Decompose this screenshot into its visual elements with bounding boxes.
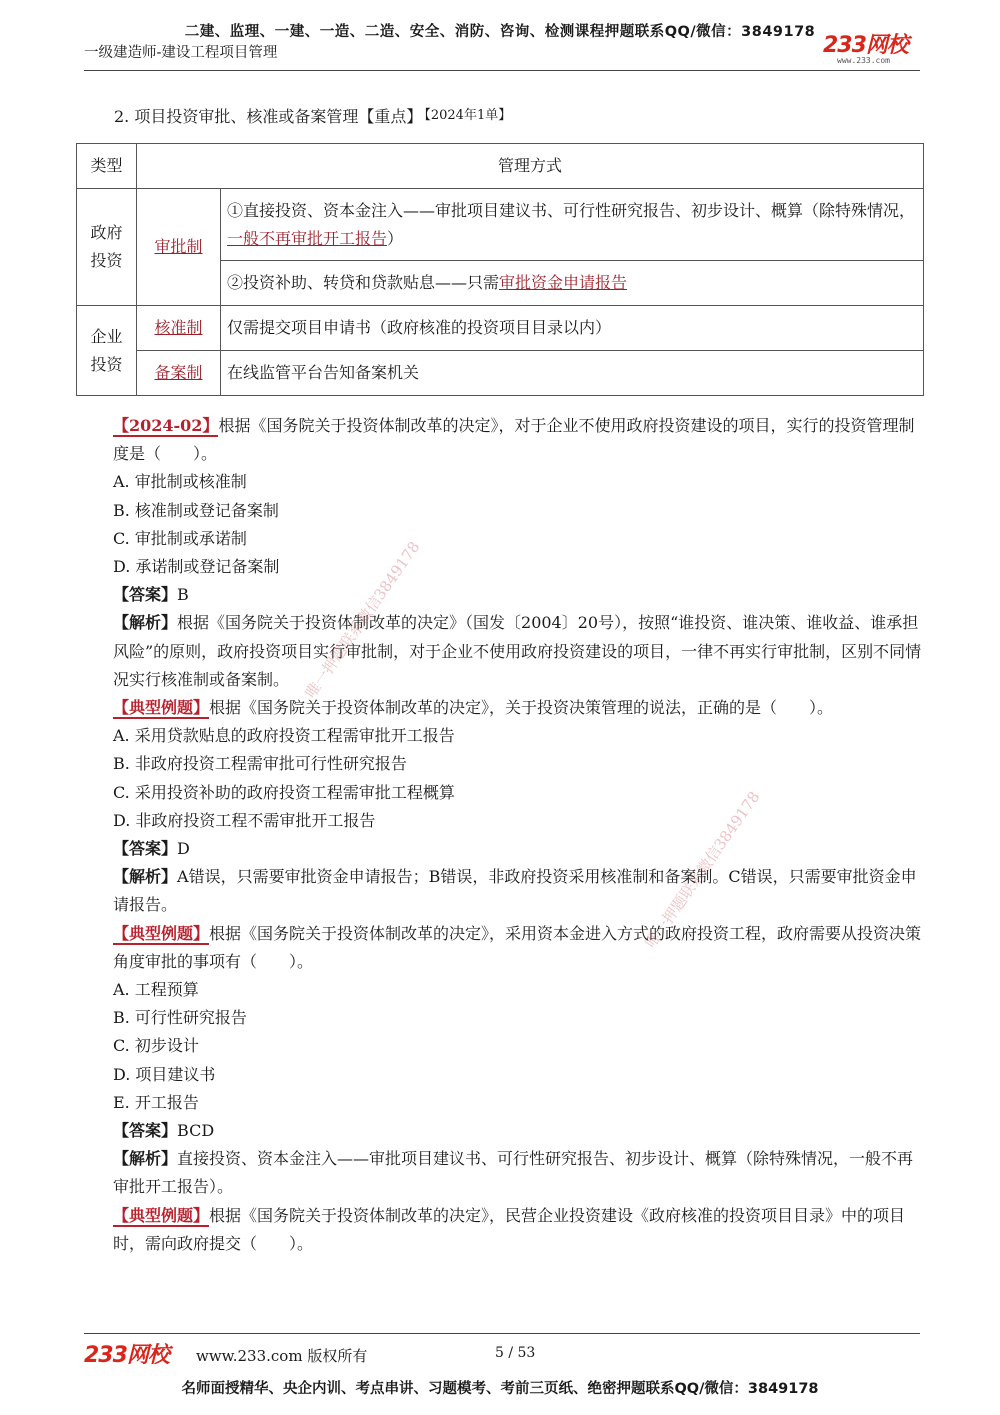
q2-option: D. 非政府投资工程不需审批开工报告: [113, 810, 376, 830]
gov-row1-highlight: 一般不再审批开工报告: [227, 228, 388, 248]
analysis-text: 直接投资、资本金注入——审批项目建议书、可行性研究报告、初步设计、概算（除特殊情况，一般不再审批开工报告）。: [113, 1149, 914, 1197]
header-method: 管理方式: [137, 144, 924, 189]
ent-row1: 仅需提交项目申请书（政府核准的投资项目目录以内）: [221, 306, 924, 351]
gov-row1-text: ①直接投资、资本金注入——审批项目建议书、可行性研究报告、初步设计、概算（除特殊情况，: [227, 200, 916, 220]
q1-option: D. 承诺制或登记备案制: [113, 557, 280, 577]
q3-option: C. 初步设计: [113, 1036, 199, 1056]
logo-text: 233网校: [823, 33, 908, 58]
table-row: [77, 189, 924, 261]
q1-analysis: [76, 609, 924, 694]
answer-value: BCD: [177, 1121, 215, 1141]
ent-row2: 在线监管平台告知备案机关: [221, 351, 924, 396]
answer-label: 【答案】: [113, 1121, 178, 1141]
system-record-label: 备案制: [154, 363, 203, 382]
system-approval-label: 审批制: [154, 237, 203, 256]
q3-option: D. 项目建议书: [113, 1064, 216, 1084]
system-verify: [137, 306, 221, 351]
analysis-label: 【解析】: [113, 1149, 178, 1169]
q1-answer: [76, 581, 924, 609]
q2-stem: [76, 694, 924, 722]
question-body: [76, 412, 924, 1258]
q2-answer: [76, 835, 924, 863]
header-banner: 二建、监理、一建、一造、二造、安全、消防、咨询、检测课程押题联系QQ/微信：3849178: [184, 24, 816, 40]
q1-option: A. 审批制或核准制: [113, 472, 247, 492]
header-divider: [84, 70, 920, 71]
q2-option: C. 采用投资补助的政府投资工程需审批工程概算: [113, 782, 455, 802]
footer-divider: [84, 1333, 920, 1334]
q3-option: A. 工程预算: [113, 980, 199, 1000]
table-row: [77, 351, 924, 396]
gov-row2: [221, 261, 924, 306]
q3-option: B. 可行性研究报告: [113, 1008, 247, 1028]
analysis-label: 【解析】: [113, 867, 178, 887]
answer-value: B: [177, 585, 189, 605]
q1-stem-text: 根据《国务院关于投资体制改革的决定》，对于企业不使用政府投资建设的项目，实行的投资管理制度是（ ）。: [113, 416, 915, 464]
system-approval: [137, 189, 221, 306]
brand-logo: [823, 28, 923, 64]
q2-option: B. 非政府投资工程需审批可行性研究报告: [113, 754, 407, 774]
answer-value: D: [177, 839, 190, 859]
page-number: 5 / 53: [495, 1345, 536, 1361]
q1-option: B. 核准制或登记备案制: [113, 500, 279, 520]
q3-stem: [76, 920, 924, 976]
footer-banner: 名师面授精华、央企内训、考点串讲、习题模考、考前三页纸、绝密押题联系QQ/微信：3849178: [181, 1381, 819, 1397]
q3-option: E. 开工报告: [113, 1092, 199, 1112]
gov-row2-text: ②投资补助、转贷和贷款贴息——只需: [227, 273, 500, 292]
watermark: 唯一押题联系微信3849178: [301, 538, 424, 702]
q1-label: 【2024-02】: [113, 416, 219, 435]
answer-label: 【答案】: [113, 839, 178, 859]
analysis-text: A错误，只需要审批资金申请报告；B错误，非政府投资采用核准制和备案制。C错误，只需要审批资金申请报告。: [113, 867, 917, 915]
watermark: 唯一押题联系微信3849178: [641, 788, 764, 952]
q4-label: 【典型例题】: [113, 1205, 210, 1225]
footer-copyright: www.233.com 版权所有: [196, 1347, 368, 1365]
header-type: 类型: [77, 144, 137, 189]
logo-url: www.233.com: [837, 56, 890, 65]
header-subtitle: 一级建造师-建设工程项目管理: [84, 45, 278, 61]
section-tag: 【2024年1单】: [424, 108, 512, 123]
analysis-text: 根据《国务院关于投资体制改革的决定》（国发〔2004〕20号），按照“谁投资、谁决策、谁收益、谁承担风险”的原则，政府投资项目实行审批制，对于企业不使用政府投资建设的项目，一律不再实行审批制，区别不同情况实行核准制或备案制。: [113, 613, 922, 689]
q4-stem-text: 根据《国务院关于投资体制改革的决定》，民营企业投资建设《政府核准的投资项目目录》中的项目时，需向政府提交（ ）。: [113, 1205, 906, 1253]
analysis-label: 【解析】: [113, 613, 178, 633]
section-title: [114, 104, 511, 127]
q1-stem: [76, 412, 924, 468]
q3-analysis: [76, 1145, 924, 1201]
system-verify-label: 核准制: [154, 318, 203, 337]
q2-analysis: [76, 863, 924, 919]
footer-logo: 233网校: [84, 1343, 169, 1368]
q2-label: 【典型例题】: [113, 698, 210, 718]
table-row: [77, 306, 924, 351]
q2-option: A. 采用贷款贴息的政府投资工程需审批开工报告: [113, 726, 455, 746]
q3-answer: [76, 1117, 924, 1145]
q4-stem: [76, 1202, 924, 1258]
table-header-row: [77, 144, 924, 189]
q1-option: C. 审批制或承诺制: [113, 528, 247, 548]
section-title-text: 2. 项目投资审批、核准或备案管理【重点】: [114, 107, 423, 126]
gov-row1-end: ）: [387, 228, 404, 248]
gov-row2-highlight: 审批资金申请报告: [499, 273, 628, 292]
answer-label: 【答案】: [113, 585, 178, 605]
investment-management-table: [76, 143, 924, 396]
system-record: [137, 351, 221, 396]
type-ent: 企业投资: [77, 306, 137, 396]
q3-stem-text: 根据《国务院关于投资体制改革的决定》，采用资本金进入方式的政府投资工程，政府需要从投资决策角度审批的事项有（ ）。: [113, 923, 922, 971]
q2-stem-text: 根据《国务院关于投资体制改革的决定》，关于投资决策管理的说法，正确的是（ ）。: [209, 698, 834, 718]
q3-label: 【典型例题】: [113, 923, 210, 943]
type-gov: 政府投资: [77, 189, 137, 306]
gov-row1: [221, 189, 924, 261]
